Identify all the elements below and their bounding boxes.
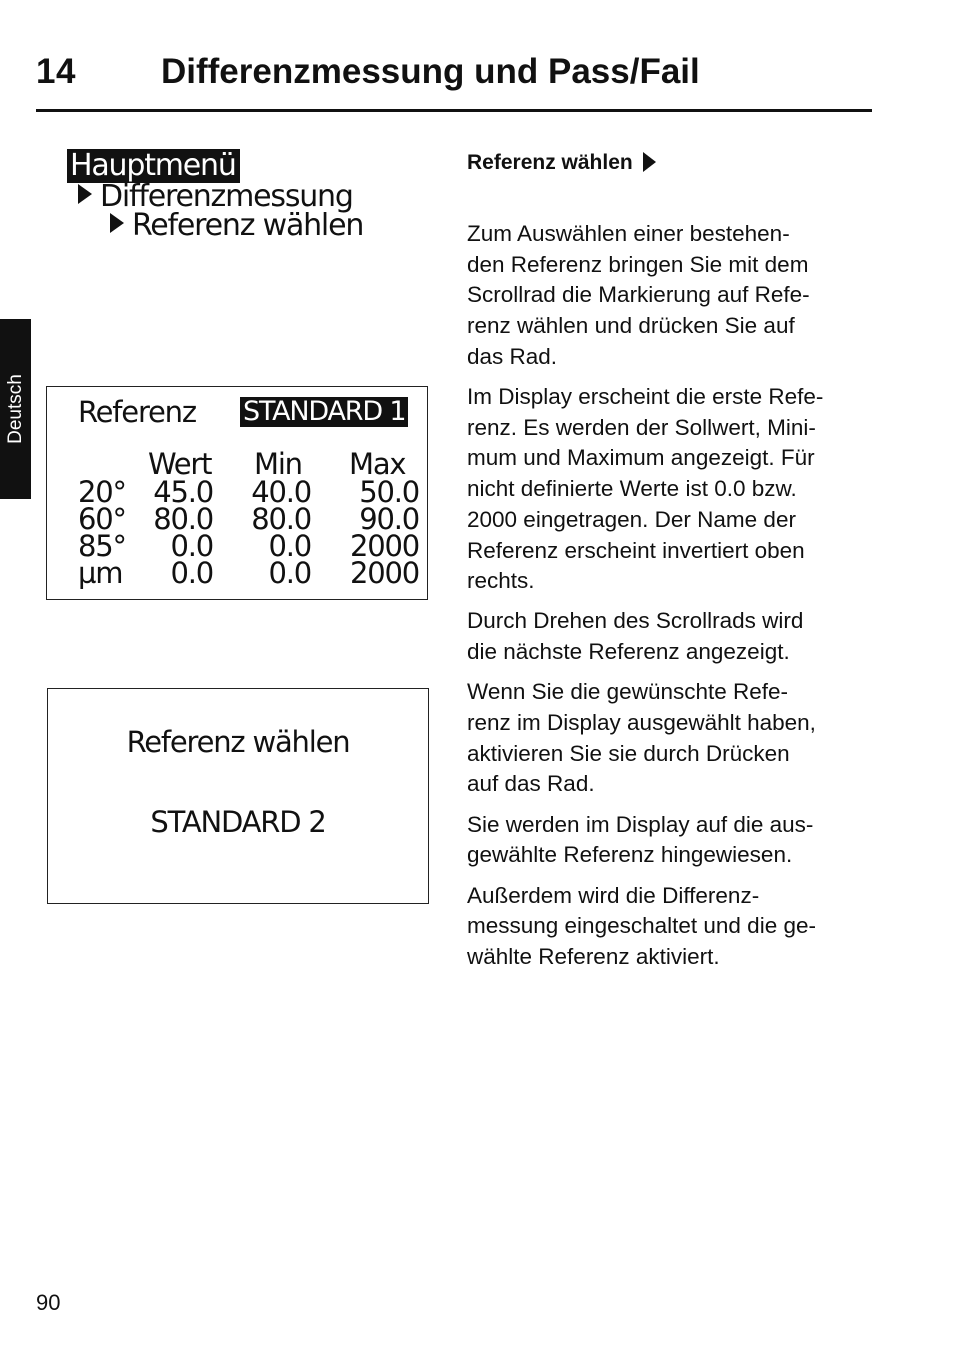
text-line: renz. Es werden der Sollwert, Mini-: [467, 414, 816, 440]
chapter-title: Differenzmessung und Pass/Fail: [161, 52, 700, 91]
text-line: nicht definierte Werte ist 0.0 bzw.: [467, 476, 797, 502]
paragraph: [467, 382, 877, 597]
value-wert: 80.0: [153, 502, 213, 536]
body-text: [467, 219, 877, 982]
paragraph: [467, 881, 877, 973]
value-max: 2000: [349, 556, 419, 590]
text-line: auf das Rad.: [467, 771, 595, 797]
column-header-min: Min: [254, 447, 302, 481]
value-min: 80.0: [251, 502, 311, 536]
select-display-title: Referenz wählen: [126, 725, 350, 759]
select-reference-display: [47, 688, 429, 904]
page-number: 90: [36, 1290, 61, 1315]
text-line: renz wählen und drücken Sie auf: [467, 313, 795, 339]
row-label: µm: [78, 556, 123, 590]
text-line: 2000 eingetragen. Der Name der: [467, 506, 796, 532]
language-side-tab: [0, 319, 31, 499]
text-line: Durch Drehen des Scrollrads wird: [467, 608, 804, 634]
row-label: 85°: [78, 529, 126, 563]
triangle-right-icon: [78, 184, 92, 204]
text-line: Scrollrad die Markierung auf Refe-: [467, 282, 810, 308]
triangle-right-icon: [110, 213, 124, 233]
value-min: 40.0: [251, 475, 311, 509]
menu-main-item: Hauptmenü: [67, 149, 240, 183]
section-heading-label: Referenz wählen: [467, 151, 633, 174]
text-line: das Rad.: [467, 343, 558, 369]
row-label: 60°: [78, 502, 126, 536]
reference-name-inverted: STANDARD 1: [240, 397, 408, 427]
value-max: 50.0: [359, 475, 419, 509]
text-line: die nächste Referenz angezeigt.: [467, 639, 790, 665]
text-line: Außerdem wird die Differenz-: [467, 882, 760, 908]
header-rule: [36, 109, 872, 112]
value-max: 90.0: [359, 502, 419, 536]
text-line: Sie werden im Display auf die aus-: [467, 811, 814, 837]
menu-level1-label: Differenzmessung: [100, 179, 353, 214]
menu-level2-item: [110, 209, 363, 243]
text-line: Zum Auswählen einer bestehen-: [467, 221, 790, 246]
menu-level2-label: Referenz wählen: [132, 208, 364, 243]
paragraph: [467, 219, 877, 373]
paragraph: [467, 677, 877, 800]
text-line: aktivieren Sie sie durch Drücken: [467, 740, 790, 766]
triangle-right-icon: [643, 152, 656, 172]
value-wert: 0.0: [170, 529, 213, 563]
text-line: rechts.: [467, 568, 535, 594]
text-line: Im Display erscheint die erste Refe-: [467, 384, 824, 410]
row-label: 20°: [78, 475, 126, 509]
value-min: 0.0: [268, 556, 311, 590]
reference-display: [46, 386, 428, 600]
reference-label: Referenz: [78, 395, 196, 429]
text-line: gewählte Referenz hingewiesen.: [467, 842, 793, 868]
value-wert: 45.0: [153, 475, 213, 509]
chapter-number: 14: [36, 52, 76, 91]
section-heading: [467, 151, 656, 175]
text-line: Wenn Sie die gewünschte Refe-: [467, 679, 789, 705]
text-line: messung eingeschaltet und die ge-: [467, 913, 816, 939]
text-line: wählte Referenz aktiviert.: [467, 943, 720, 969]
column-header-max: Max: [349, 447, 406, 481]
language-tab-label: Deutsch: [4, 374, 26, 444]
column-header-wert: Wert: [148, 447, 212, 481]
paragraph: [467, 810, 877, 871]
text-line: Referenz erscheint invertiert oben: [467, 537, 805, 563]
value-max: 2000: [349, 529, 419, 563]
text-line: mum und Maximum angezeigt. Für: [467, 445, 815, 471]
value-wert: 0.0: [170, 556, 213, 590]
select-display-value: STANDARD 2: [150, 805, 326, 839]
text-line: renz im Display ausgewählt haben,: [467, 710, 816, 736]
paragraph: [467, 606, 877, 667]
value-min: 0.0: [268, 529, 311, 563]
text-line: den Referenz bringen Sie mit dem: [467, 251, 809, 277]
